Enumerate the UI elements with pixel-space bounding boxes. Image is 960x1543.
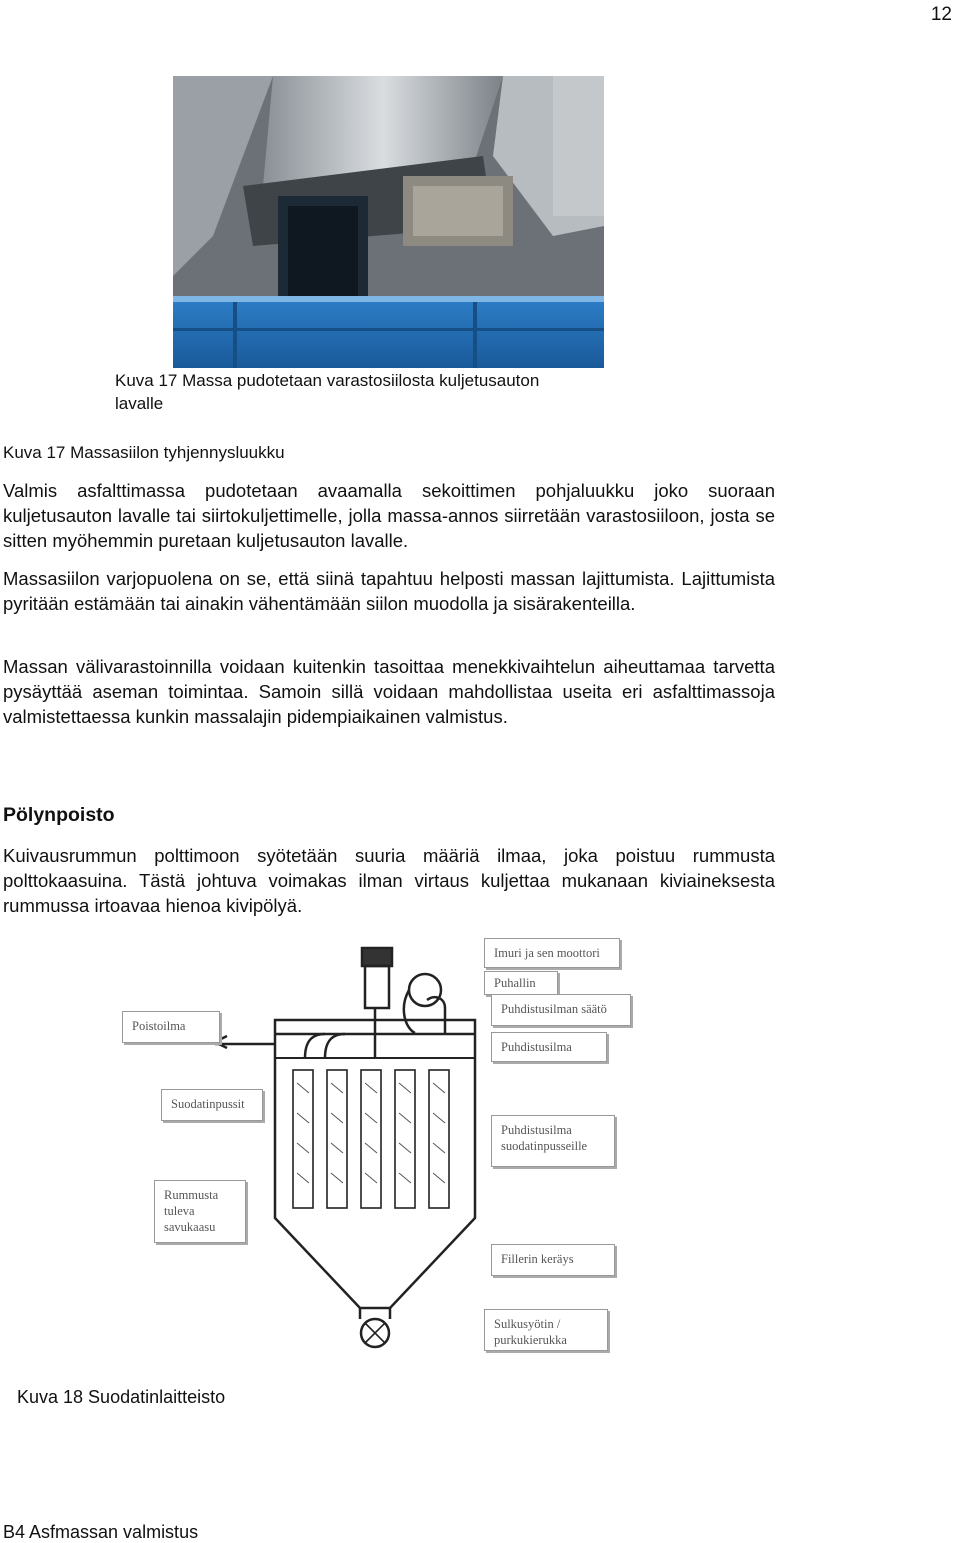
label-filleri: Fillerin keräys (491, 1244, 615, 1276)
paragraph-2: Massasiilon varjopuolena on se, että siinä tapahtuu helposti massan lajittumista. Lajittumista pyritään estämään tai ainakin vähentämään siilon muodolla ja sisärakenteilla. (3, 568, 775, 614)
figure-17-caption-line2: lavalle (115, 394, 164, 413)
label-saato: Puhdistusilman säätö (491, 994, 631, 1026)
figure-18-caption: Kuva 18 Suodatinlaitteisto (17, 1387, 226, 1407)
filter-diagram (115, 938, 640, 1363)
label-puhallin: Puhallin (484, 971, 558, 995)
section-heading: Pölynpoisto (3, 804, 115, 826)
label-poistoilma: Poistoilma (122, 1011, 220, 1043)
figure-17-caption (115, 369, 539, 415)
label-puhdistusilma-pusseille: Puhdistusilma suodatinpusseille (491, 1115, 615, 1167)
section-paragraph: Kuivausrummun polttimoon syötetään suuria määriä ilmaa, joka poistuu rummusta polttokaasuina. Tästä johtuva voimakas ilman virtaus kuljettaa mukanaan kiviaineksesta rummussa irtoavaa hienoa kivipölyä. (3, 845, 775, 916)
page-footer: B4 Asfmassan valmistus (3, 1522, 199, 1542)
label-savukaasu: Rummusta tuleva savukaasu (154, 1180, 246, 1243)
figure-17-caption-line1: Kuva 17 Massa pudotetaan varastosiilosta kuljetusauton (115, 371, 540, 390)
label-suodatinpussit: Suodatinpussit (161, 1089, 263, 1121)
figure-17-caption-second: Kuva 17 Massasiilon tyhjennysluukku (3, 443, 285, 462)
label-puhdistusilma: Puhdistusilma (491, 1032, 607, 1062)
label-imuri: Imuri ja sen moottori (484, 938, 620, 968)
silo-photo (173, 76, 604, 368)
label-sulkusyotin: Sulkusyötin / purkukierukka (484, 1309, 608, 1351)
paragraph-3: Massan välivarastoinnilla voidaan kuitenkin tasoittaa menekkivaihtelun aiheuttamaa tarvetta pysäyttää aseman toimintaa. Samoin sillä voidaan mahdollistaa useita eri asfalttimassoja valmistettaessa kunkin massalajin pidempiaikainen valmistus. (3, 656, 775, 727)
paragraph-1: Valmis asfalttimassa pudotetaan avaamalla sekoittimen pohjaluukku joko suoraan kuljetusauton lavalle tai siirtokuljettimelle, jolla massa-annos siirretään varastosiiloon, josta se sitten myöhemmin puretaan kuljetusauton lavalle. (3, 480, 775, 551)
page-number: 12 (930, 4, 952, 25)
